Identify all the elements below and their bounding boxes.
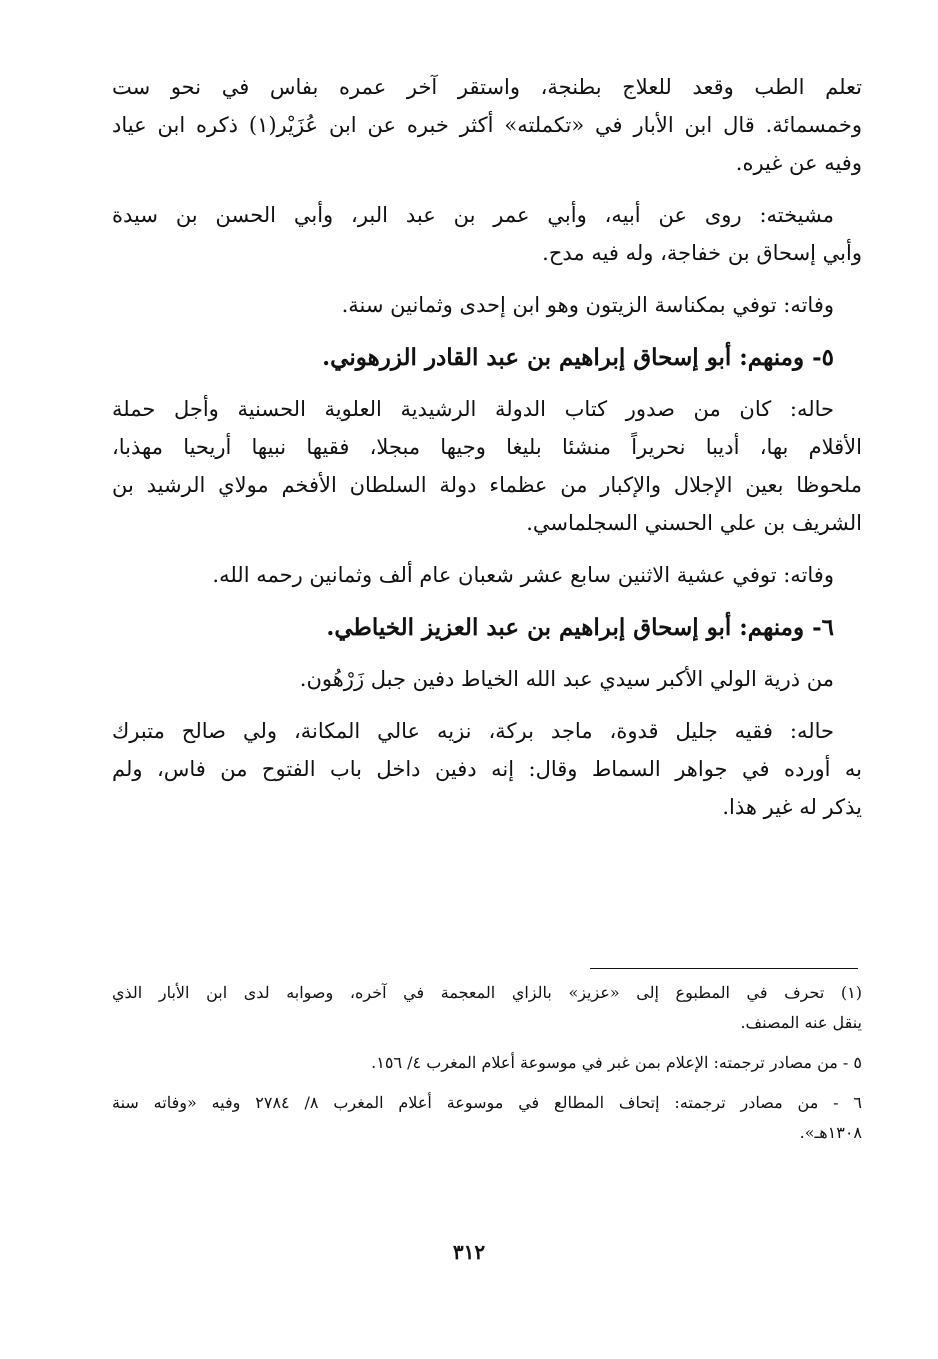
footnote-line: ١٣٠٨هـ». [799,1123,862,1142]
text-line: ملحوظا بعين الإجلال والإكبار من عظماء دولة السلطان الأفخم مولاي الرشيد بن [112,473,862,497]
text-line: حاله: فقيه جليل قدوة، ماجد بركة، نزيه عالي المكانة، ولي صالح متبرك [112,719,834,743]
text-line: يذكر له غير هذا. [722,795,862,819]
text-line: به أورده في جواهر السماط وقال: إنه دفين داخل باب الفتوح من فاس، ولم [112,757,862,781]
text-line: تعلم الطب وقعد للعلاج بطنجة، واستقر آخر عمره بفاس في نحو ست [112,75,862,99]
text-line: وخمسمائة. قال ابن الأبار في «تكملته» أكثر خبره عن ابن عُزَيْر(١) ذكره ابن عياد [112,113,862,137]
text-line: وفاته: توفي بمكناسة الزيتون وهو ابن إحدى وثمانين سنة. [341,293,834,317]
entry-heading-6: ٦- ومنهم: أبو إسحاق إبراهيم بن عبد العزيز الخياطي. [326,614,834,641]
text-line: مشيخته: روى عن أبيه، وأبي عمر بن عبد البر، وأبي الحسن بن سيدة [112,203,834,227]
footnote-line: ينقل عنه المصنف. [740,1013,862,1032]
text-line: الأقلام بها، أديبا نحريراً منشئا بليغا وجيها مبجلا، فقيها نبيها أريحيا مهذبا، [112,435,862,459]
paragraph-death-1 [112,286,862,324]
footnote-6 [112,1088,862,1148]
text-line: وفيه عن غيره. [735,151,862,175]
entry-heading-5: ٥- ومنهم: أبو إسحاق إبراهيم بن عبد القادر الزرهوني. [322,344,834,371]
page-number: ٣١٢ [452,1240,486,1264]
footnote-1 [112,978,862,1038]
text-line: الشريف بن علي الحسني السجلماسي. [526,511,862,535]
footnotes [112,978,862,1158]
paragraph-medicine [112,68,862,182]
text-line: وأبي إسحاق بن خفاجة، وله فيه مدح. [542,241,862,265]
footnote-5 [112,1048,862,1078]
text-line: من ذرية الولي الأكبر سيدي عبد الله الخياط دفين جبل زَرْهُون. [299,667,834,691]
footnote-divider [590,968,858,969]
main-text [112,68,862,840]
paragraph-teachers [112,196,862,272]
footnote-line: ٦ - من مصادر ترجمته: إتحاف المطالع في موسوعة أعلام المغرب ٨/ ٢٧٨٤ وفيه «وفاته سنة [112,1093,862,1112]
paragraph-biography-5 [112,390,862,542]
paragraph-death-5 [112,556,862,594]
footnote-line: ٥ - من مصادر ترجمته: الإعلام بمن غبر في موسوعة أعلام المغرب ٤/ ١٥٦. [371,1053,862,1072]
paragraph-lineage-6 [112,660,862,698]
text-line: وفاته: توفي عشية الاثنين سابع عشر شعبان عام ألف وثمانين رحمه الله. [212,563,834,587]
footnote-line: (١) تحرف في المطبوع إلى «عزيز» بالزاي المعجمة في آخره، وصوابه لدى ابن الأبار الذي [112,983,862,1002]
text-line: حاله: كان من صدور كتاب الدولة الرشيدية العلوية الحسنية وأجل حملة [112,397,834,421]
paragraph-biography-6 [112,712,862,826]
